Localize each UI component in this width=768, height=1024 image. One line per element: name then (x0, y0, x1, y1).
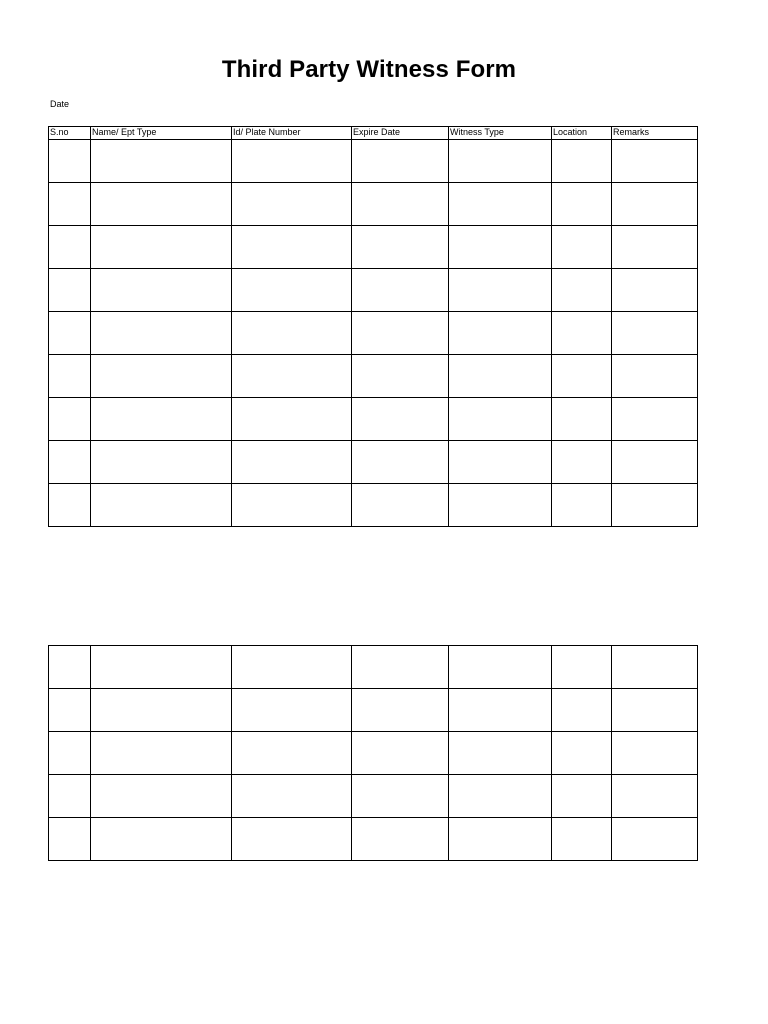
blank-cell-name-ept-type[interactable] (91, 398, 232, 441)
blank-cell-sno[interactable] (49, 355, 91, 398)
blank-cell-witness-type[interactable] (449, 732, 552, 775)
blank-cell-witness-type[interactable] (449, 484, 552, 527)
table-row (49, 355, 698, 398)
blank-cell-name-ept-type[interactable] (91, 183, 232, 226)
blank-cell-name-ept-type[interactable] (91, 818, 232, 861)
column-header-remarks: Remarks (612, 127, 698, 140)
blank-cell-expire-date[interactable] (352, 312, 449, 355)
blank-cell-expire-date[interactable] (352, 646, 449, 689)
blank-cell-id-plate-number[interactable] (232, 226, 352, 269)
blank-cell-expire-date[interactable] (352, 732, 449, 775)
blank-cell-sno[interactable] (49, 226, 91, 269)
witness-table-upper (48, 126, 698, 527)
blank-cell-sno[interactable] (49, 140, 91, 183)
blank-cell-id-plate-number[interactable] (232, 484, 352, 527)
blank-cell-witness-type[interactable] (449, 689, 552, 732)
blank-cell-id-plate-number[interactable] (232, 269, 352, 312)
blank-cell-witness-type[interactable] (449, 269, 552, 312)
blank-cell-expire-date[interactable] (352, 269, 449, 312)
blank-cell-remarks[interactable] (612, 355, 698, 398)
blank-cell-expire-date[interactable] (352, 398, 449, 441)
blank-cell-witness-type[interactable] (449, 818, 552, 861)
blank-cell-location[interactable] (552, 818, 612, 861)
blank-cell-remarks[interactable] (612, 689, 698, 732)
table-row (49, 441, 698, 484)
table-row (49, 818, 698, 861)
blank-cell-sno[interactable] (49, 183, 91, 226)
blank-cell-name-ept-type[interactable] (91, 269, 232, 312)
blank-cell-location[interactable] (552, 484, 612, 527)
blank-cell-remarks[interactable] (612, 226, 698, 269)
table-row (49, 646, 698, 689)
blank-cell-location[interactable] (552, 689, 612, 732)
column-header-id-plate-number: Id/ Plate Number (232, 127, 352, 140)
witness-table-lower (48, 645, 698, 861)
date-label: Date (50, 99, 70, 109)
blank-cell-remarks[interactable] (612, 398, 698, 441)
blank-cell-remarks[interactable] (612, 269, 698, 312)
blank-cell-remarks[interactable] (612, 646, 698, 689)
blank-cell-witness-type[interactable] (449, 646, 552, 689)
blank-cell-id-plate-number[interactable] (232, 398, 352, 441)
blank-cell-expire-date[interactable] (352, 775, 449, 818)
blank-cell-sno[interactable] (49, 398, 91, 441)
column-header-sno: S.no (49, 127, 91, 140)
blank-cell-witness-type[interactable] (449, 140, 552, 183)
table-row (49, 269, 698, 312)
blank-cell-id-plate-number[interactable] (232, 818, 352, 861)
blank-cell-expire-date[interactable] (352, 183, 449, 226)
blank-cell-name-ept-type[interactable] (91, 312, 232, 355)
upper-table-body (49, 140, 698, 527)
blank-cell-expire-date[interactable] (352, 441, 449, 484)
blank-cell-sno[interactable] (49, 689, 91, 732)
table-row (49, 140, 698, 183)
blank-cell-location[interactable] (552, 226, 612, 269)
blank-cell-witness-type[interactable] (449, 226, 552, 269)
blank-cell-expire-date[interactable] (352, 484, 449, 527)
blank-cell-id-plate-number[interactable] (232, 441, 352, 484)
blank-cell-location[interactable] (552, 183, 612, 226)
blank-cell-id-plate-number[interactable] (232, 312, 352, 355)
blank-cell-id-plate-number[interactable] (232, 689, 352, 732)
blank-cell-remarks[interactable] (612, 140, 698, 183)
blank-cell-sno[interactable] (49, 732, 91, 775)
blank-cell-location[interactable] (552, 775, 612, 818)
blank-cell-name-ept-type[interactable] (91, 226, 232, 269)
column-header-location: Location (552, 127, 612, 140)
table-row (49, 183, 698, 226)
blank-cell-id-plate-number[interactable] (232, 646, 352, 689)
table-row (49, 312, 698, 355)
blank-cell-name-ept-type[interactable] (91, 732, 232, 775)
blank-cell-remarks[interactable] (612, 775, 698, 818)
blank-cell-expire-date[interactable] (352, 689, 449, 732)
blank-cell-expire-date[interactable] (352, 355, 449, 398)
table-row (49, 484, 698, 527)
blank-cell-witness-type[interactable] (449, 441, 552, 484)
blank-cell-remarks[interactable] (612, 484, 698, 527)
blank-cell-id-plate-number[interactable] (232, 732, 352, 775)
blank-cell-remarks[interactable] (612, 818, 698, 861)
blank-cell-id-plate-number[interactable] (232, 775, 352, 818)
column-header-name-ept-type: Name/ Ept Type (91, 127, 232, 140)
blank-cell-witness-type[interactable] (449, 183, 552, 226)
table-header-row (49, 127, 698, 140)
blank-cell-witness-type[interactable] (449, 775, 552, 818)
blank-cell-expire-date[interactable] (352, 818, 449, 861)
blank-cell-sno[interactable] (49, 312, 91, 355)
column-header-expire-date: Expire Date (352, 127, 449, 140)
blank-cell-location[interactable] (552, 398, 612, 441)
table-row (49, 398, 698, 441)
blank-cell-remarks[interactable] (612, 732, 698, 775)
form-title: Third Party Witness Form (221, 56, 517, 83)
blank-cell-name-ept-type[interactable] (91, 775, 232, 818)
blank-cell-expire-date[interactable] (352, 140, 449, 183)
blank-cell-sno[interactable] (49, 775, 91, 818)
blank-cell-location[interactable] (552, 355, 612, 398)
blank-cell-sno[interactable] (49, 646, 91, 689)
blank-cell-remarks[interactable] (612, 441, 698, 484)
blank-cell-sno[interactable] (49, 818, 91, 861)
blank-cell-sno[interactable] (49, 484, 91, 527)
blank-cell-location[interactable] (552, 441, 612, 484)
blank-cell-witness-type[interactable] (449, 312, 552, 355)
blank-cell-name-ept-type[interactable] (91, 689, 232, 732)
blank-cell-sno[interactable] (49, 441, 91, 484)
blank-cell-location[interactable] (552, 312, 612, 355)
blank-cell-name-ept-type[interactable] (91, 140, 232, 183)
column-header-witness-type: Witness Type (449, 127, 552, 140)
table-row (49, 732, 698, 775)
blank-cell-location[interactable] (552, 646, 612, 689)
blank-cell-witness-type[interactable] (449, 398, 552, 441)
blank-cell-witness-type[interactable] (449, 355, 552, 398)
blank-cell-location[interactable] (552, 269, 612, 312)
table-row (49, 775, 698, 818)
lower-table-body (49, 646, 698, 861)
blank-cell-name-ept-type[interactable] (91, 441, 232, 484)
table-row (49, 226, 698, 269)
blank-cell-expire-date[interactable] (352, 226, 449, 269)
blank-cell-remarks[interactable] (612, 183, 698, 226)
blank-cell-sno[interactable] (49, 269, 91, 312)
blank-cell-name-ept-type[interactable] (91, 484, 232, 527)
blank-cell-id-plate-number[interactable] (232, 183, 352, 226)
blank-cell-name-ept-type[interactable] (91, 646, 232, 689)
blank-cell-location[interactable] (552, 140, 612, 183)
blank-cell-name-ept-type[interactable] (91, 355, 232, 398)
blank-cell-remarks[interactable] (612, 312, 698, 355)
table-row (49, 689, 698, 732)
blank-cell-location[interactable] (552, 732, 612, 775)
blank-cell-id-plate-number[interactable] (232, 355, 352, 398)
blank-cell-id-plate-number[interactable] (232, 140, 352, 183)
